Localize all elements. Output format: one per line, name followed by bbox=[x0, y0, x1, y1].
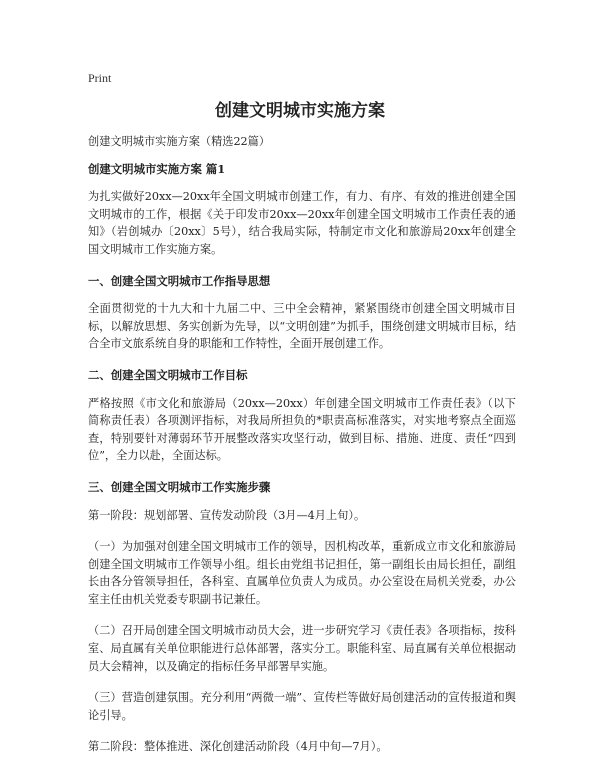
step-three-paragraph: （三）营造创建氛围。充分利用“两微一端”、宣传栏等做好局创建活动的宣传报道和舆论引导。 bbox=[88, 691, 516, 722]
section-title: 创建文明城市实施方案 篇1 bbox=[88, 161, 226, 176]
phase-one-paragraph: 第一阶段：规划部署、宣传发动阶段（3月—4月上旬）。 bbox=[88, 508, 366, 522]
document-title: 创建文明城市实施方案 bbox=[215, 101, 385, 121]
document-body bbox=[88, 133, 516, 770]
step-one-paragraph: （一）为加强对创建全国文明城市工作的领导，因机构改革，重新成立市文化和旅游局创建全国文明城市工作领导小组。组长由党组书记担任，第一副组长由局长担任，副组长由各分管领导担任，各科室、直属单位负责人为成员。办公室设在局机关党委，办公室主任由机关党委专职副书记兼任。 bbox=[88, 540, 516, 606]
heading-guiding-ideology: 一、创建全国文明城市工作指导思想 bbox=[88, 273, 271, 288]
heading-work-goals: 二、创建全国文明城市工作目标 bbox=[88, 367, 248, 382]
intro-paragraph: 为扎实做好20xx—20xx年全国文明城市创建工作，有力、有序、有效的推进创建全国文明城市的工作，根据《关于印发市20xx—20xx年创建全国文明城市工作责任表的通知》（岩创城办〔20xx〕5号），结合我局实际，特制定市文化和旅游局20xx年创建全国文明城市工作实施方案。 bbox=[88, 190, 516, 256]
work-goals-paragraph: 严格按照《市文化和旅游局（20xx—20xx）年创建全国文明城市工作责任表》（以下简称责任表）各项测评指标，对我局所担负的*职责高标准落实，对实地考察点全面巡查，特别要针对薄弱环节开展整改落实攻坚行动，做到目标、措施、进度、责任“四到位”，全力以赴，全面达标。 bbox=[88, 396, 516, 463]
guiding-ideology-paragraph: 全面贯彻党的十九大和十九届二中、三中全会精神，紧紧围绕市创建全国文明城市目标，以解放思想、务实创新为先导，以“文明创建”为抓手，围绕创建文明城市目标，结合全市文旅系统自身的职能和工作特性，全面开展创建工作。 bbox=[88, 302, 516, 351]
print-link[interactable]: Print bbox=[88, 71, 112, 85]
heading-implementation-steps: 三、创建全国文明城市工作实施步骤 bbox=[88, 479, 271, 494]
phase-two-paragraph: 第二阶段：整体推进、深化创建活动阶段（4月中旬—7月）。 bbox=[88, 740, 388, 754]
document-subtitle: 创建文明城市实施方案（精选22篇） bbox=[88, 135, 271, 148]
step-two-paragraph: （二）召开局创建全国文明城市动员大会，进一步研究学习《责任表》各项指标，按科室、局直属有关单位职能进行总体部署，落实分工。职能科室、局直属有关单位根据动员大会精神，以及确定的指标任务早部署早实施。 bbox=[88, 624, 516, 673]
